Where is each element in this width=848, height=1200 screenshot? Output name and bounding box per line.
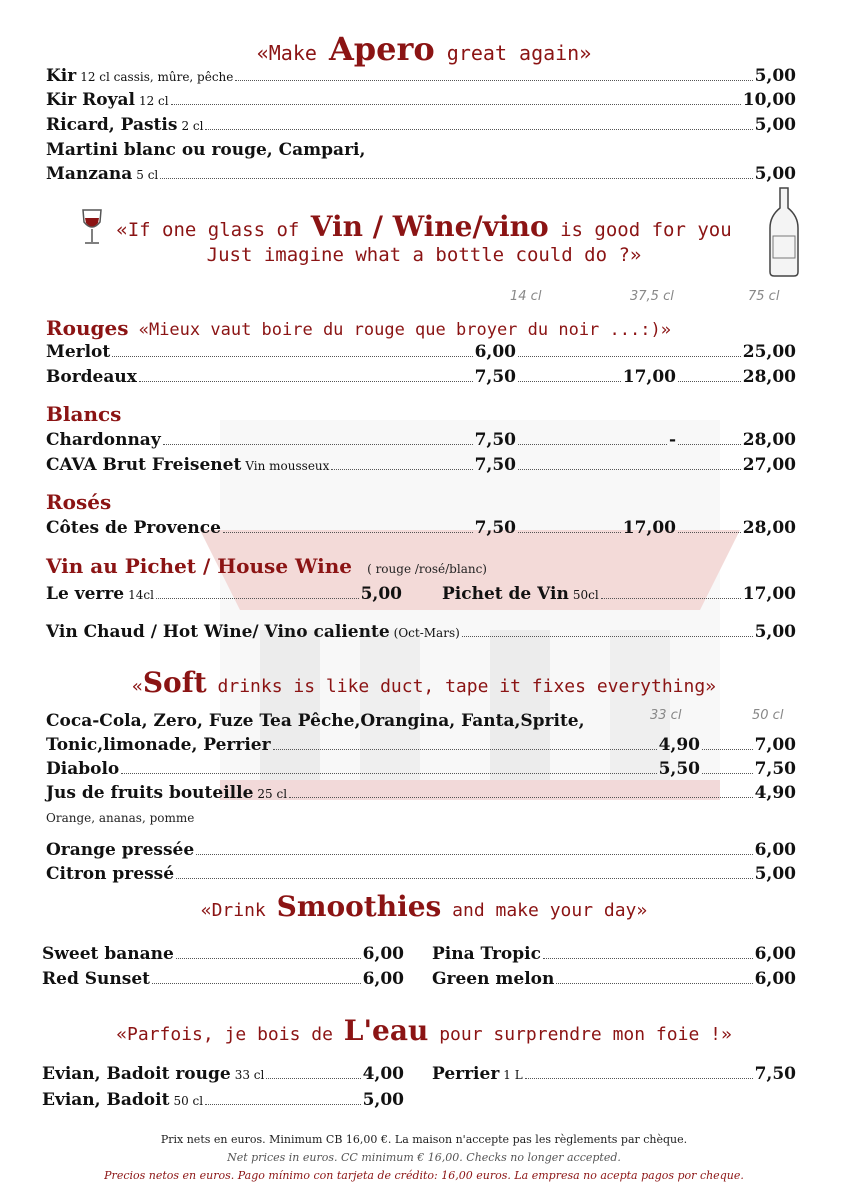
eau-heading-big: L'eau [343, 1014, 429, 1047]
price-37cl: 17,00 [622, 367, 676, 387]
jus-note: Orange, ananas, pomme [46, 811, 195, 825]
item-price: 4,00 [362, 1064, 404, 1084]
soft-heading-big: Soft [142, 666, 207, 699]
item-name: Evian, Badoit rouge [42, 1064, 231, 1084]
soft-heading [0, 666, 848, 699]
price-75cl: 28,00 [742, 518, 796, 538]
menu-item [46, 622, 796, 642]
col-50cl: 50 cl [752, 708, 784, 723]
item-name: Vin Chaud / Hot Wine/ Vino caliente [46, 622, 390, 642]
price-75cl: 25,00 [742, 342, 796, 362]
item-name: Perrier [432, 1064, 500, 1084]
item-name: Bordeaux [46, 367, 137, 387]
menu-item [46, 367, 796, 387]
soft-heading-pre: « [131, 676, 143, 697]
item-detail: 33 cl [234, 1068, 265, 1082]
item-name: Coca-Cola, Zero, Fuze Tea Pêche,Orangina, Fanta,Sprite, [46, 711, 585, 731]
wine-heading-pre: «If one glass of [116, 219, 311, 241]
item-detail: 50cl [572, 588, 599, 602]
item-detail: Vin mousseux [245, 459, 330, 473]
item-name: Merlot [46, 342, 111, 362]
menu-item [42, 1090, 404, 1110]
item-detail: (Oct-Mars) [393, 626, 460, 640]
item-name: Martini blanc ou rouge, Campari, [46, 140, 366, 160]
item-name: Chardonnay [46, 430, 161, 450]
smoothies-heading-post: and make your day» [441, 900, 648, 921]
item-name: Manzana [46, 164, 133, 184]
price-75cl: 28,00 [742, 367, 796, 387]
item-name: Red Sunset [42, 969, 150, 989]
rouges-title: Rouges [46, 316, 129, 340]
rouges-title-line [46, 316, 671, 340]
price-14cl: 7,50 [474, 367, 516, 387]
price-33cl: 5,50 [658, 759, 700, 779]
wine-heading-post: is good for you [548, 219, 732, 241]
price-75cl: 27,00 [742, 455, 796, 475]
item-price: 7,50 [754, 1064, 796, 1084]
item-price: 5,00 [754, 164, 796, 184]
price-14cl: 6,00 [474, 342, 516, 362]
menu-item [42, 969, 404, 989]
item-name: Evian, Badoit [42, 1090, 170, 1110]
roses-title: Rosés [46, 490, 112, 514]
menu-item [46, 759, 796, 779]
pichet-title-line [46, 554, 487, 578]
footer-fr: Prix nets en euros. Minimum CB 16,00 €. La maison n'accepte pas les règlements par chèque. [160, 1133, 688, 1146]
item-name: Côtes de Provence [46, 518, 221, 538]
soft-heading-post: drinks is like duct, tape it fixes everything» [206, 676, 717, 697]
price-75cl: 28,00 [742, 430, 796, 450]
col-33cl: 33 cl [650, 708, 682, 723]
price-37cl: - [668, 430, 676, 450]
blancs-title: Blancs [46, 402, 122, 426]
item-price: 6,00 [754, 969, 796, 989]
item-detail: 12 cl [138, 94, 169, 108]
item-name: Green melon [432, 969, 555, 989]
price-50cl: 7,50 [754, 759, 796, 779]
item-price: 10,00 [742, 90, 796, 110]
menu-item [46, 584, 402, 604]
menu-item [46, 864, 796, 884]
item-name: Diabolo [46, 759, 120, 779]
item-name: CAVA Brut Freisenet [46, 455, 242, 475]
price-37cl: 17,00 [622, 518, 676, 538]
item-price: 5,00 [754, 622, 796, 642]
menu-item [46, 66, 796, 86]
apero-heading-pre: «Make [256, 41, 329, 65]
smoothies-heading-big: Smoothies [276, 890, 442, 923]
apero-heading [0, 30, 848, 68]
item-price: 5,00 [362, 1090, 404, 1110]
item-name: Kir Royal [46, 90, 135, 110]
pichet-detail: ( rouge /rosé/blanc) [367, 562, 487, 576]
menu-item [442, 584, 796, 604]
item-name: Pichet de Vin [442, 584, 569, 604]
menu-item [46, 90, 796, 110]
item-name: Citron pressé [46, 864, 175, 884]
menu-item [432, 944, 796, 964]
menu-item [432, 1064, 796, 1084]
menu-item [46, 735, 796, 755]
item-detail: 1 L [503, 1068, 523, 1082]
eau-heading [0, 1014, 848, 1047]
wine-heading [0, 210, 848, 243]
item-price: 6,00 [754, 840, 796, 860]
eau-heading-post: pour surprendre mon foie !» [428, 1024, 732, 1045]
menu-item [46, 140, 365, 160]
item-detail: 2 cl [181, 119, 204, 133]
wine-heading-big: Vin / Wine/vino [310, 210, 549, 243]
menu-item [46, 840, 796, 860]
menu-item [46, 430, 796, 450]
footer-es: Precios netos en euros. Pago mínimo con tarjeta de crédito: 16,00 euros. La empresa no acepta pagos por cheque. [104, 1169, 744, 1182]
item-name: Tonic,limonade, Perrier [46, 735, 271, 755]
item-price: 6,00 [754, 944, 796, 964]
menu-item [46, 518, 796, 538]
item-name: Sweet banane [42, 944, 174, 964]
price-14cl: 7,50 [474, 518, 516, 538]
item-name: Orange pressée [46, 840, 195, 860]
item-price: 5,00 [360, 584, 402, 604]
item-name: Pina Tropic [432, 944, 541, 964]
item-name: Jus de fruits bouteille [46, 783, 254, 803]
eau-heading-pre: «Parfois, je bois de [116, 1024, 344, 1045]
item-detail: 14cl [128, 588, 154, 602]
footer-en: Net prices in euros. CC minimum € 16,00. Checks no longer accepted. [227, 1151, 621, 1164]
item-detail: 12 cl cassis, mûre, pêche [80, 70, 234, 84]
menu-item [46, 164, 796, 184]
pichet-title: Vin au Pichet / House Wine [46, 554, 352, 578]
price-14cl: 7,50 [474, 455, 516, 475]
apero-heading-big: Apero [328, 30, 435, 68]
wine-subheading: Just imagine what a bottle could do ?» [206, 244, 642, 266]
menu-item [432, 969, 796, 989]
col-37cl: 37,5 cl [630, 289, 674, 304]
menu-item [46, 455, 796, 475]
item-detail: 5 cl [136, 168, 159, 182]
menu-item [42, 944, 404, 964]
smoothies-heading [0, 890, 848, 923]
item-price: 6,00 [362, 944, 404, 964]
price-50cl: 7,00 [754, 735, 796, 755]
menu-item [42, 1064, 404, 1084]
menu-item [46, 711, 585, 731]
item-price: 4,90 [754, 783, 796, 803]
item-price: 17,00 [742, 584, 796, 604]
item-name: Ricard, Pastis [46, 115, 178, 135]
item-price: 6,00 [362, 969, 404, 989]
smoothies-heading-pre: «Drink [200, 900, 277, 921]
menu-item [46, 342, 796, 362]
item-detail: 50 cl [173, 1094, 204, 1108]
item-name: Le verre [46, 584, 125, 604]
item-detail: 25 cl [257, 787, 288, 801]
rouges-quote: «Mieux vaut boire du rouge que broyer du noir ...:)» [128, 320, 671, 340]
price-33cl: 4,90 [658, 735, 700, 755]
item-price: 5,00 [754, 115, 796, 135]
item-price: 5,00 [754, 66, 796, 86]
price-14cl: 7,50 [474, 430, 516, 450]
apero-heading-post: great again» [434, 41, 592, 65]
col-75cl: 75 cl [748, 289, 780, 304]
menu-item [46, 115, 796, 135]
col-14cl: 14 cl [510, 289, 542, 304]
menu-item [46, 783, 796, 803]
item-price: 5,00 [754, 864, 796, 884]
item-name: Kir [46, 66, 77, 86]
